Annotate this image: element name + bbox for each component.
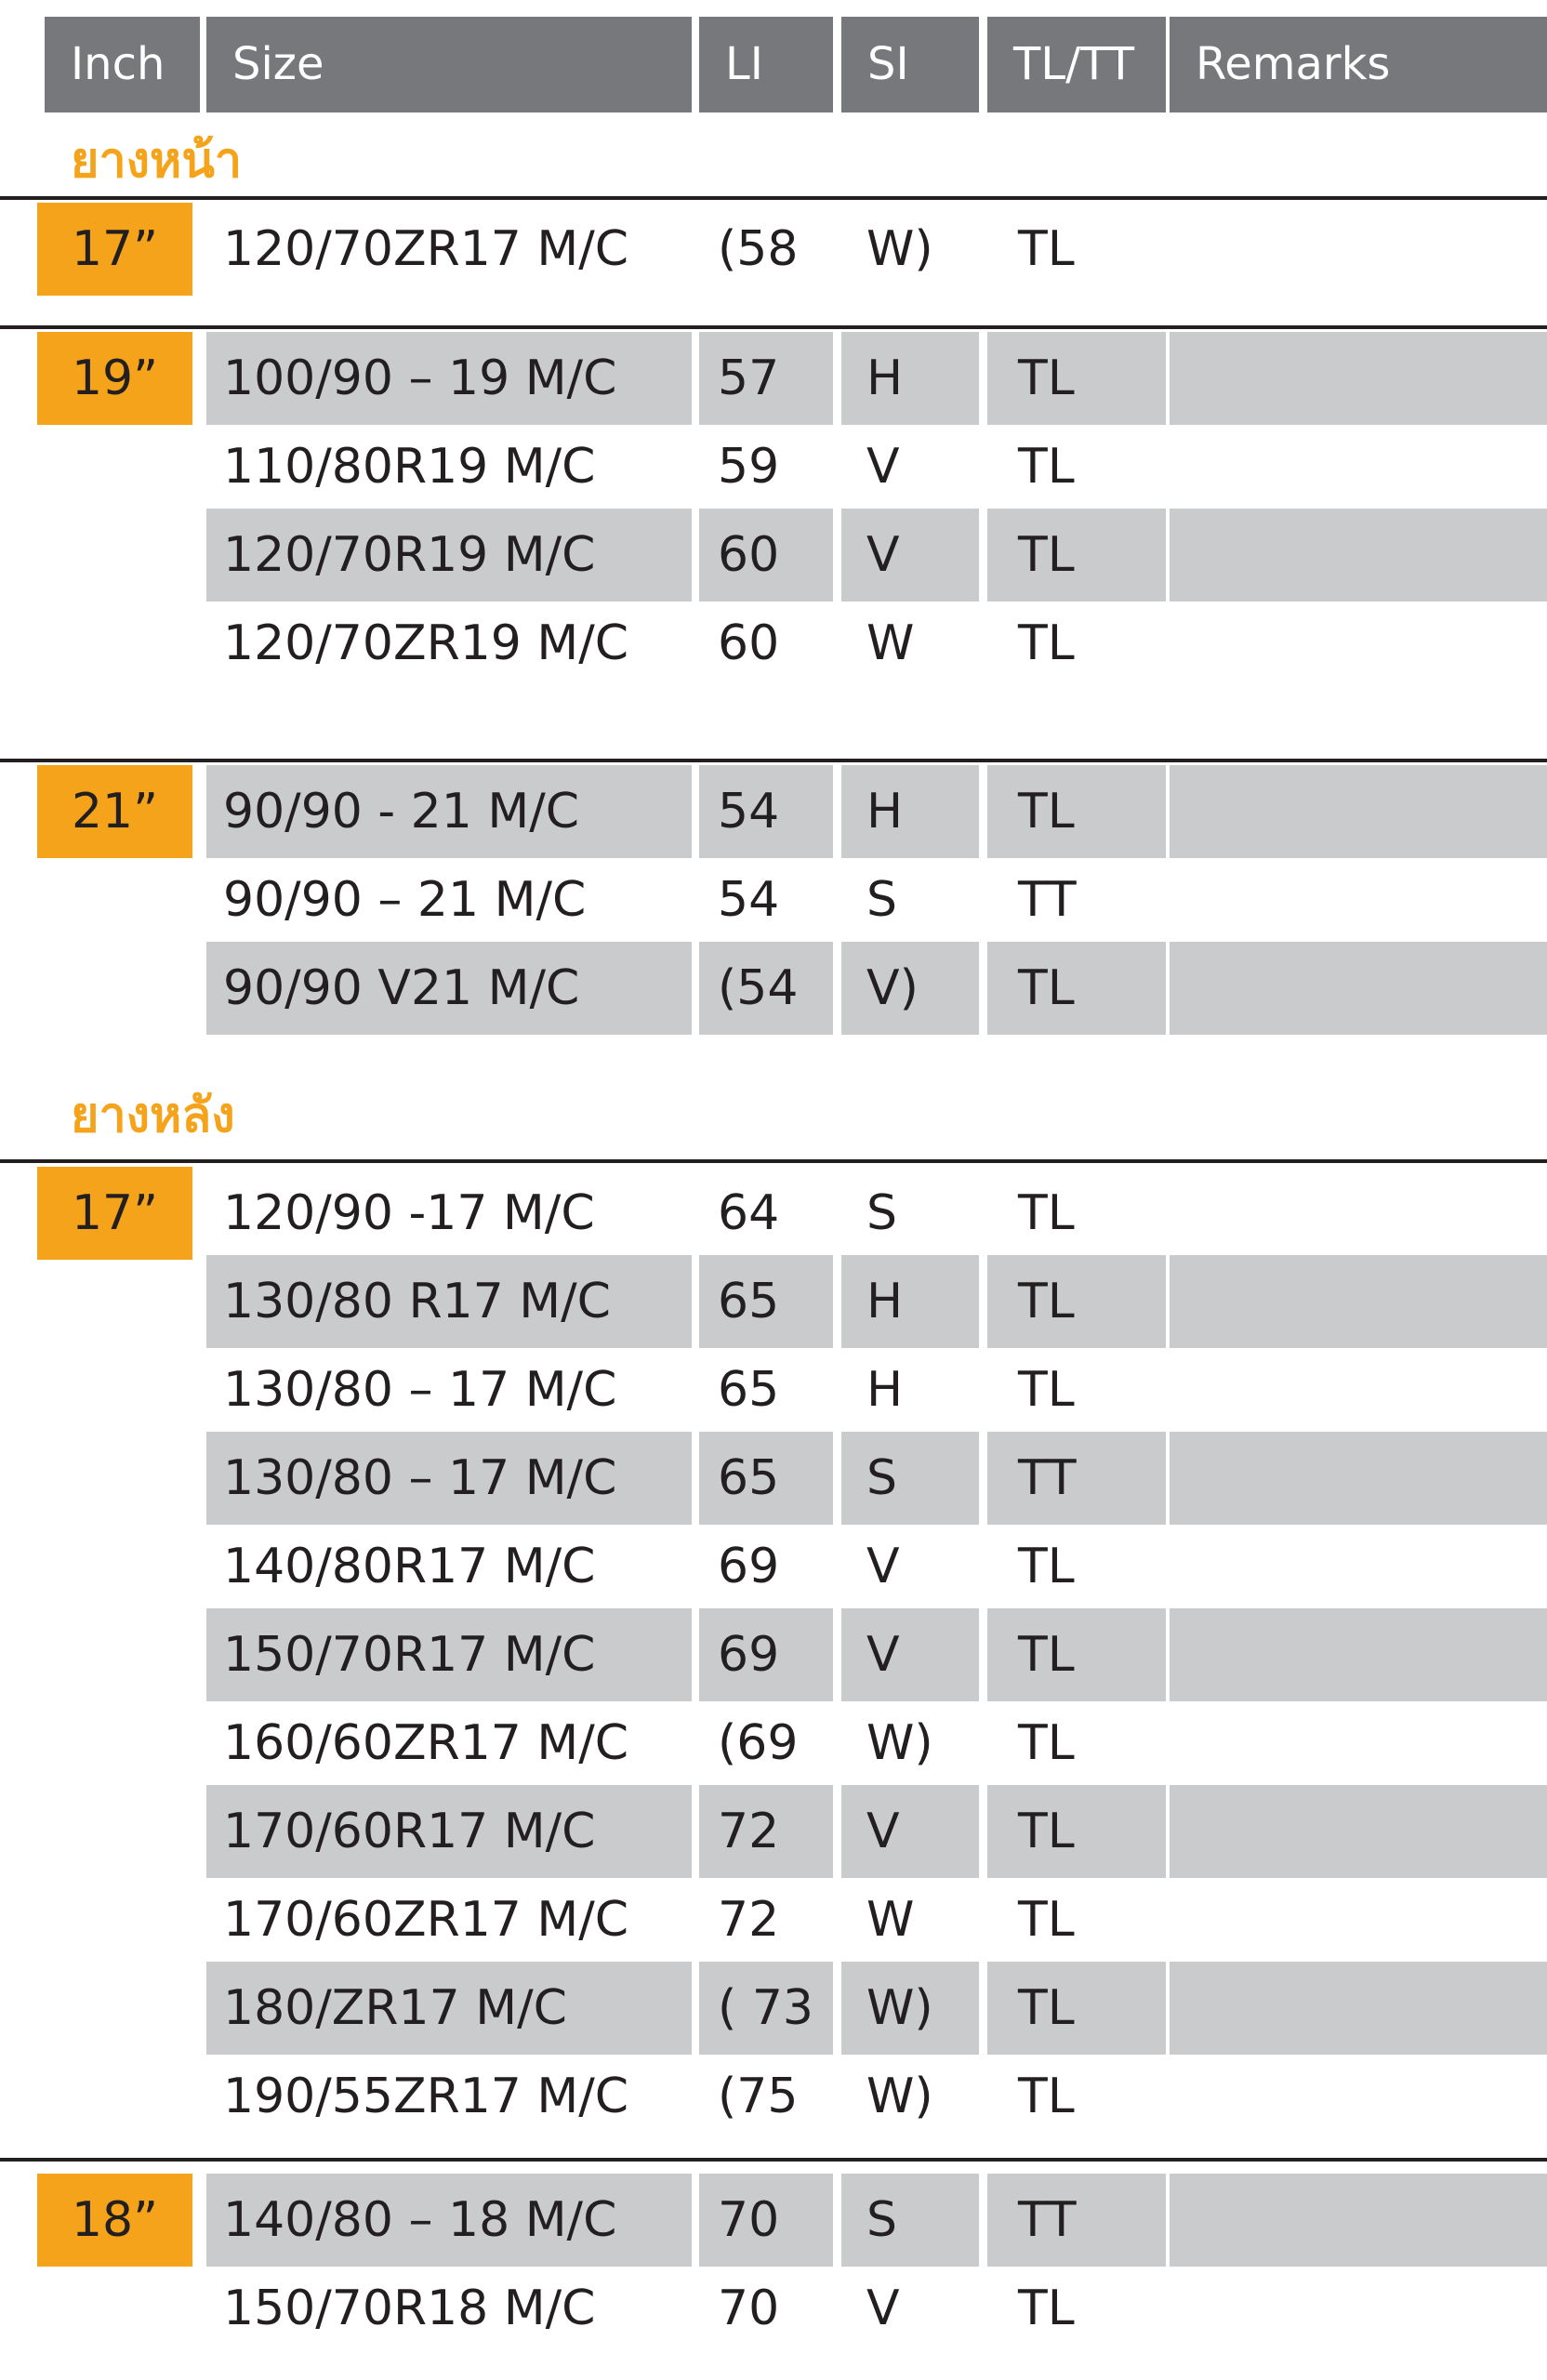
row-stripe [987,1962,1166,2055]
table-row [0,1873,1547,1966]
si-cell: V [866,527,900,583]
si-cell: W) [866,1715,933,1771]
table-row [0,1520,1547,1613]
header-inch: Inch [45,17,200,112]
si-cell: V [866,2281,900,2336]
divider [0,1159,1547,1163]
si-cell: W) [866,2069,933,2124]
tl-tt-cell: TL [1018,1539,1075,1594]
row-stripe [841,1255,979,1348]
row-stripe [987,1255,1166,1348]
li-cell: 72 [718,1892,780,1948]
li-cell: 54 [718,784,780,840]
size-cell: 120/70ZR17 M/C [223,221,629,277]
si-cell: H [866,1362,904,1418]
li-cell: 65 [718,1274,780,1329]
li-cell: 65 [718,1362,780,1418]
size-cell: 180/ZR17 M/C [223,1980,567,2036]
si-cell: S [866,1450,898,1506]
size-cell: 100/90 – 19 M/C [223,350,617,406]
tl-tt-cell: TL [1018,1892,1075,1948]
row-stripe [841,765,979,858]
inch-badge: 18” [37,2174,192,2267]
section-title-rear: ยางหลัง [71,1088,235,1144]
tl-tt-cell: TL [1018,1185,1075,1241]
row-stripe [987,332,1166,425]
tl-tt-cell: TL [1018,350,1075,406]
li-cell: (54 [718,960,799,1016]
row-stripe [1170,332,1547,425]
si-cell: V [866,439,900,495]
li-cell: 70 [718,2192,780,2248]
si-cell: W [866,1892,915,1948]
row-stripe [841,2174,979,2267]
size-cell: 150/70R17 M/C [223,1627,596,1683]
divider [0,759,1547,762]
row-stripe [841,1785,979,1878]
table-row [0,203,1547,296]
row-stripe [1170,1608,1547,1701]
row-stripe [841,332,979,425]
si-cell: H [866,350,904,406]
si-cell: V [866,1627,900,1683]
li-cell: 57 [718,350,780,406]
row-stripe [841,1432,979,1525]
row-stripe [1170,509,1547,602]
size-cell: 140/80R17 M/C [223,1539,596,1594]
inch-badge: 21” [37,765,192,858]
row-stripe [1170,1962,1547,2055]
table-row [0,1432,1547,1525]
table-row [0,853,1547,946]
si-cell: S [866,2192,898,2248]
tl-tt-cell: TL [1018,1715,1075,1771]
row-stripe [1170,1432,1547,1525]
row-stripe [987,765,1166,858]
row-stripe [987,509,1166,602]
row-stripe [987,1608,1166,1701]
table-row [0,1167,1547,1260]
size-cell: 190/55ZR17 M/C [223,2069,629,2124]
table-row [0,765,1547,858]
si-cell: S [866,872,898,928]
tl-tt-cell: TT [1018,1450,1077,1506]
size-cell: 170/60R17 M/C [223,1804,596,1859]
size-cell: 130/80 R17 M/C [223,1274,611,1329]
row-stripe [987,2174,1166,2267]
si-cell: W) [866,221,933,277]
si-cell: H [866,784,904,840]
row-stripe [987,1432,1166,1525]
tl-tt-cell: TT [1018,2192,1077,2248]
table-row [0,2174,1547,2267]
table-row [0,420,1547,513]
header-remarks: Remarks [1170,17,1547,112]
row-stripe [1170,2174,1547,2267]
tl-tt-cell: TL [1018,439,1075,495]
size-cell: 150/70R18 M/C [223,2281,596,2336]
table-row [0,332,1547,425]
size-cell: 110/80R19 M/C [223,439,596,495]
li-cell: ( 73 [718,1980,813,2036]
table-row [0,1255,1547,1348]
table-row [0,597,1547,690]
size-cell: 90/90 - 21 M/C [223,784,580,840]
size-cell: 130/80 – 17 M/C [223,1362,617,1418]
size-cell: 130/80 – 17 M/C [223,1450,617,1506]
li-cell: 54 [718,872,780,928]
si-cell: V [866,1804,900,1859]
row-stripe [987,1785,1166,1878]
si-cell: S [866,1185,898,1241]
tl-tt-cell: TL [1018,2281,1075,2336]
row-stripe [841,1608,979,1701]
size-cell: 120/90 -17 M/C [223,1185,595,1241]
table-row [0,1962,1547,2055]
si-cell: W [866,615,915,671]
table-row [0,942,1547,1035]
divider [0,325,1547,329]
row-stripe [841,509,979,602]
tl-tt-cell: TT [1018,872,1077,928]
li-cell: 60 [718,527,780,583]
size-cell: 120/70R19 M/C [223,527,596,583]
table-row [0,1608,1547,1701]
si-cell: V) [866,960,919,1016]
li-cell: 69 [718,1539,780,1594]
tl-tt-cell: TL [1018,221,1075,277]
li-cell: 69 [718,1627,780,1683]
divider [0,2158,1547,2162]
tl-tt-cell: TL [1018,1627,1075,1683]
li-cell: (58 [718,221,799,277]
si-cell: H [866,1274,904,1329]
tl-tt-cell: TL [1018,2069,1075,2124]
tl-tt-cell: TL [1018,1804,1075,1859]
size-cell: 160/60ZR17 M/C [223,1715,629,1771]
table-row [0,1697,1547,1790]
li-cell: 70 [718,2281,780,2336]
tl-tt-cell: TL [1018,1362,1075,1418]
divider [0,196,1547,200]
table-row [0,1785,1547,1878]
row-stripe [1170,942,1547,1035]
inch-badge: 19” [37,332,192,425]
tl-tt-cell: TL [1018,1274,1075,1329]
tl-tt-cell: TL [1018,615,1075,671]
li-cell: 59 [718,439,780,495]
header-li: LI [699,17,833,112]
header-size: Size [206,17,692,112]
tl-tt-cell: TL [1018,527,1075,583]
tl-tt-cell: TL [1018,1980,1075,2036]
si-cell: V [866,1539,900,1594]
inch-badge: 17” [37,1167,192,1260]
li-cell: 72 [718,1804,780,1859]
li-cell: 64 [718,1185,780,1241]
header-si: SI [841,17,979,112]
li-cell: (75 [718,2069,799,2124]
table-row [0,509,1547,602]
size-cell: 170/60ZR17 M/C [223,1892,629,1948]
header-tl-tt: TL/TT [987,17,1166,112]
li-cell: (69 [718,1715,799,1771]
table-row [0,2262,1547,2355]
row-stripe [1170,1785,1547,1878]
size-cell: 90/90 V21 M/C [223,960,580,1016]
li-cell: 60 [718,615,780,671]
table-row [0,2050,1547,2143]
size-cell: 120/70ZR19 M/C [223,615,629,671]
tl-tt-cell: TL [1018,784,1075,840]
section-title-front: ยางหน้า [71,133,243,189]
inch-badge: 17” [37,203,192,296]
row-stripe [987,942,1166,1035]
size-cell: 90/90 – 21 M/C [223,872,587,928]
li-cell: 65 [718,1450,780,1506]
row-stripe [1170,1255,1547,1348]
tl-tt-cell: TL [1018,960,1075,1016]
table-row [0,1343,1547,1436]
size-cell: 140/80 – 18 M/C [223,2192,617,2248]
si-cell: W) [866,1980,933,2036]
row-stripe [1170,765,1547,858]
